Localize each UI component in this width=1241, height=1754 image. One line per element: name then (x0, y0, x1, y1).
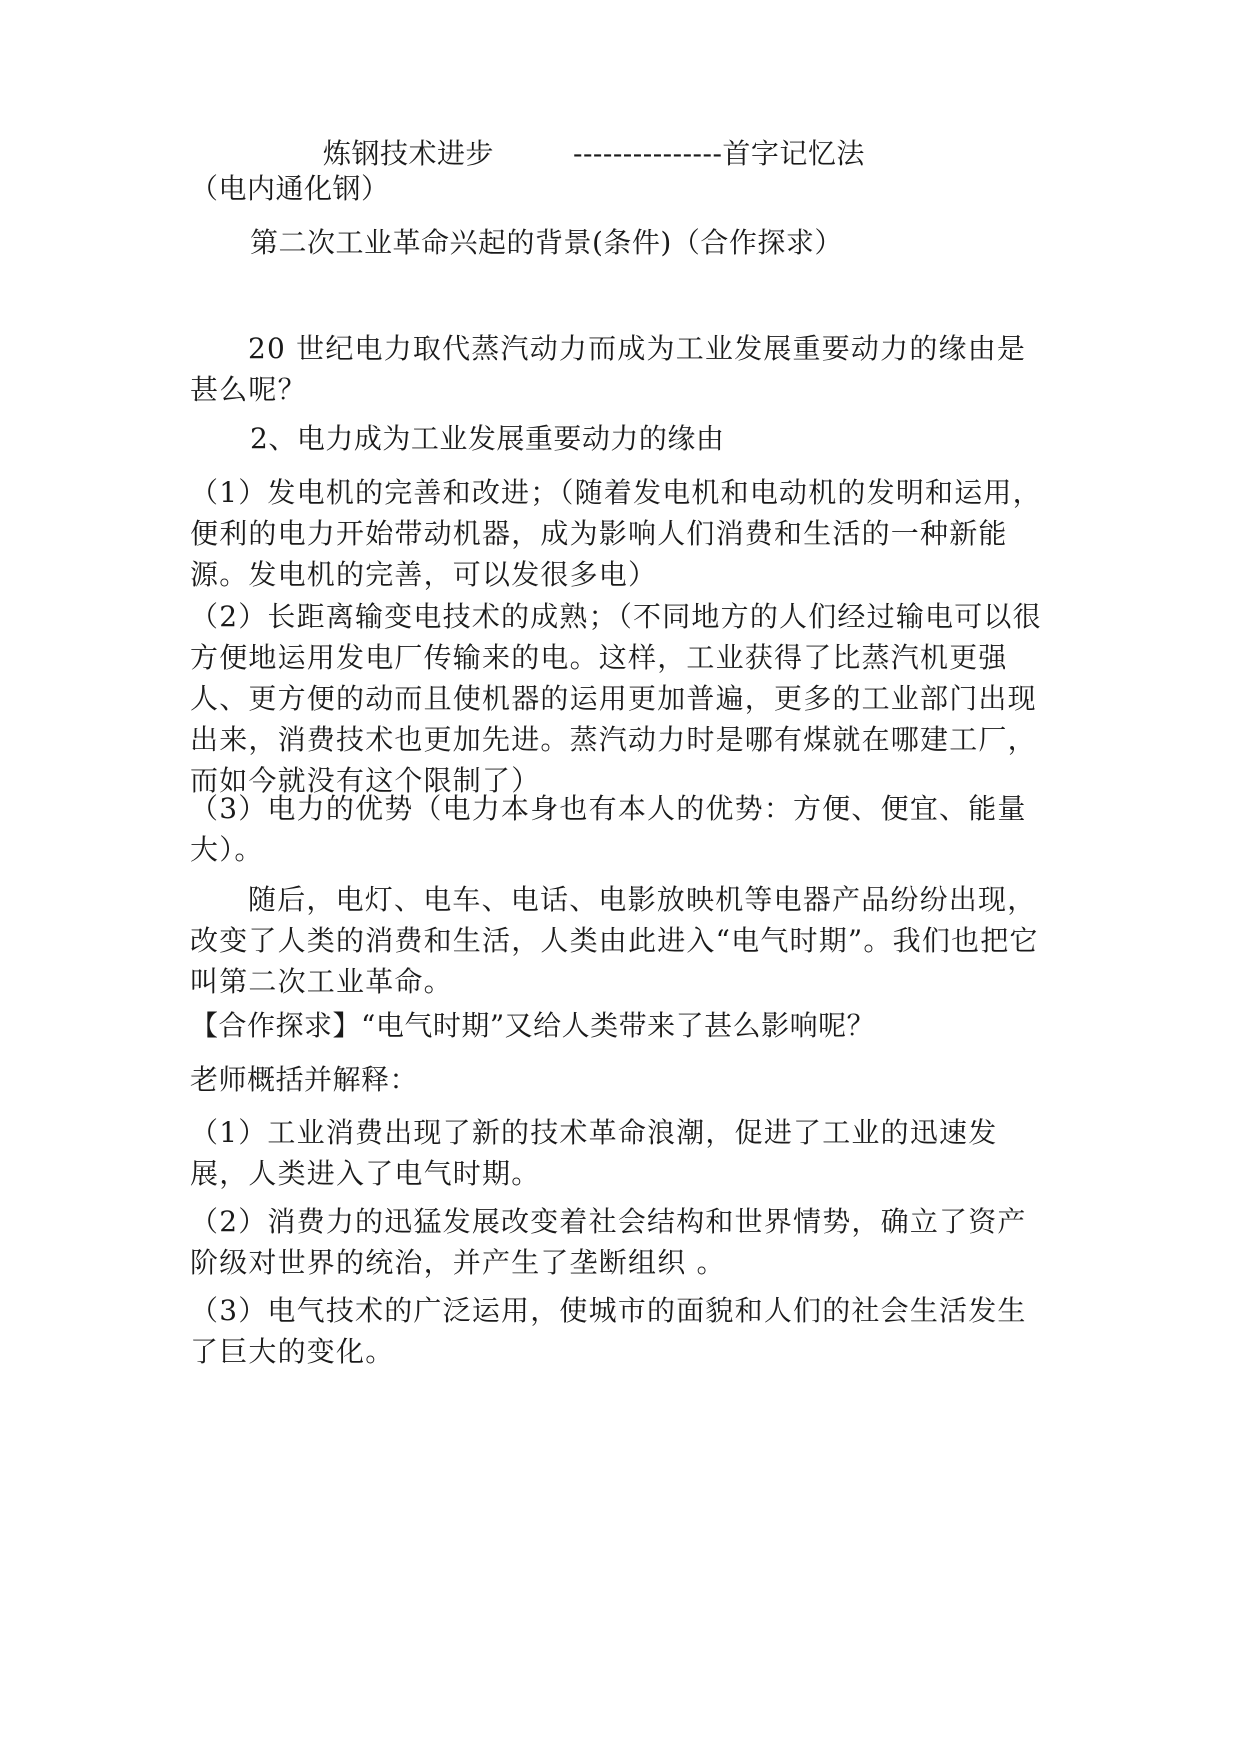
impact-1 (190, 1112, 1050, 1194)
teacher-summary-label: 老师概括并解释： (190, 1063, 419, 1096)
section-background-heading: 第二次工业革命兴起的背景(条件)（合作探求） (250, 226, 843, 259)
impact-2-text: （2）消费力的迅猛发展改变着社会结构和世界情势，确立了资产阶级对世界的统治，并产生了垄断组织 。 (190, 1205, 1027, 1279)
impact-3 (190, 1290, 1050, 1372)
heading-mnemonic-method: ---------------首字记忆法 (573, 137, 865, 170)
impact-1-text: （1）工业消费出现了新的技术革命浪潮，促进了工业的迅速发展，人类进入了电气时期。 (190, 1116, 998, 1190)
reason-1-text: （1）发电机的完善和改进；（随着发电机和电动机的发明和运用，便利的电力开始带动机器，成为影响人们消费和生活的一种新能源。发电机的完善，可以发很多电） (190, 476, 1042, 591)
heading-steel-progress: 炼钢技术进步 (323, 137, 495, 170)
reason-3-text: （3）电力的优势（电力本身也有本人的优势：方便、便宜、能量大）。 (190, 792, 1027, 866)
mnemonic-text: （电内通化钢） (190, 172, 390, 205)
reason-1 (190, 472, 1050, 595)
question-electric-age-impact: 【合作探求】“电气时期”又给人类带来了甚么影响呢？ (190, 1009, 876, 1042)
reason-2 (190, 596, 1050, 801)
reason-3 (190, 788, 1050, 870)
summary-text: 随后，电灯、电车、电话、电影放映机等电器产品纷纷出现，改变了人类的消费和生活，人类由此进入“电气时期”。我们也把它叫第二次工业革命。 (190, 883, 1039, 998)
summary-paragraph (190, 879, 1050, 1002)
reason-2-text: （2）长距离输变电技术的成熟；（不同地方的人们经过输电可以很方便地运用发电厂传输来的电。这样，工业获得了比蒸汽机更强人、更方便的动而且使机器的运用更加普遍，更多的工业部门出现出来，消费技术也更加先进。蒸汽动力时是哪有煤就在哪建工厂，而如今就没有这个限制了） (190, 600, 1042, 797)
impact-2 (190, 1201, 1050, 1283)
impact-3-text: （3）电气技术的广泛运用，使城市的面貌和人们的社会生活发生了巨大的变化。 (190, 1294, 1027, 1368)
heading-electricity-reasons: 2、电力成为工业发展重要动力的缘由 (250, 422, 725, 455)
question-electricity-reason (190, 328, 1050, 410)
question-text: 20 世纪电力取代蒸汽动力而成为工业发展重要动力的缘由是甚么呢？ (190, 332, 1027, 406)
